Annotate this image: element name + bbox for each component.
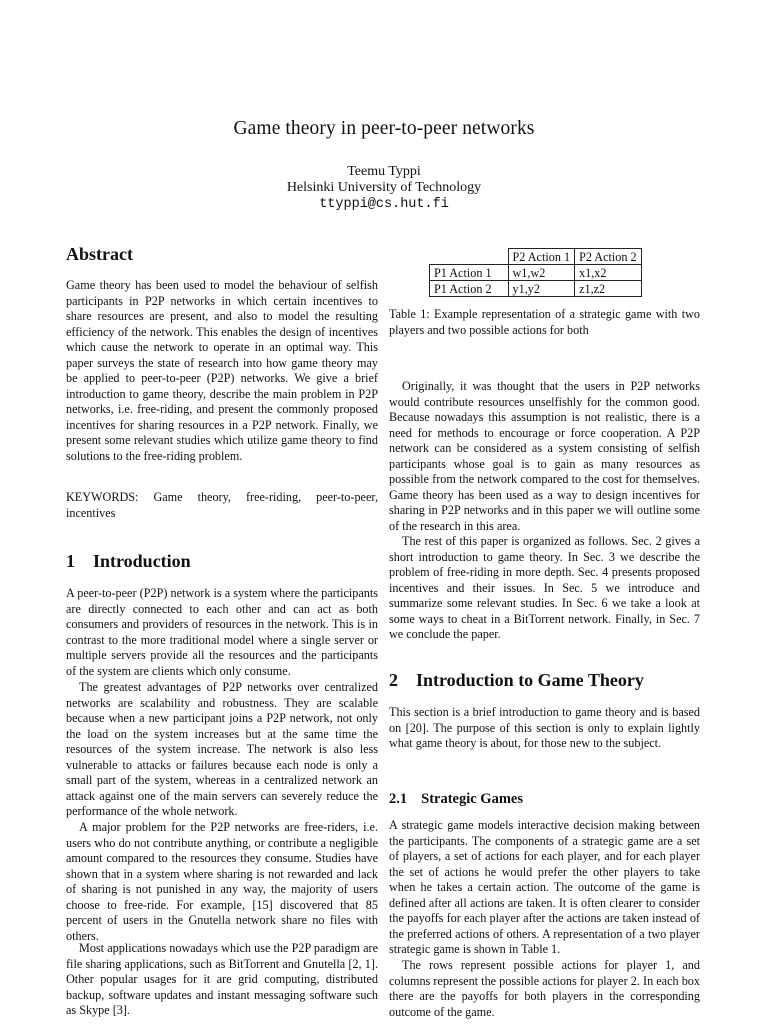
author-affiliation: Helsinki University of Technology bbox=[286, 180, 482, 195]
strategic-game-table bbox=[429, 248, 642, 297]
section-2-1-paragraph-1: A strategic game models interactive decision making between the participants. The components of a strategic game are a set of players, a set of actions for each player, and for each player the set of actions he would prefer the other players to take when he takes a certain action. The outcome of the game is defined after all actions are taken. It is often clearer to consider the payoffs for each player after the actions are taken instead of the preferred actions of others. A representation of a two player strategic game is shown in Table 1. bbox=[389, 818, 700, 957]
table-cell bbox=[430, 249, 509, 265]
section-2-1-title: Strategic Games bbox=[421, 791, 523, 807]
section-2-title: Introduction to Game Theory bbox=[416, 670, 644, 690]
intro-paragraph-3: A major problem for the P2P networks are free-riders, i.e. users who do not contribute anything, or contribute a negligible amount compared to the resources they consume. Studies have shown that in a system where sharing is not rewarded and lack of sharing is not punished in any way, the majority of users choose to free-ride. For example, [15] discovered that 85 percent of users in the Gnutella network share no files with others. bbox=[66, 820, 378, 943]
section-1-heading bbox=[66, 551, 191, 572]
table-cell: P2 Action 2 bbox=[575, 249, 642, 265]
table-cell: y1,y2 bbox=[508, 281, 575, 297]
right-paragraph-1: Originally, it was thought that the users in P2P networks would contribute resources unselfishly for the common good. Because nowadays this assumption is not realistic, there is a need for methods to encourage or force cooperation. A P2P network can be considered as a system consisting of selfish participants whose goal is to gain as many resources as possible from the network compared to the cost for themselves. Game theory has been used as a way to design incentives for sharing in P2P networks and in this paper we will outline some of the research in this area. bbox=[389, 379, 700, 533]
right-paragraph-2: The rest of this paper is organized as follows. Sec. 2 gives a short introduction to game theory. In Sec. 3 we describe the problem of free-riding in more depth. Sec. 4 presents proposed incentives and their issues. In Sec. 5 we introduce and summarize some relevant studies. In Sec. 6 we take a look at some ways to cheat in a BitTorrent network. Finally, in Sec. 7 we conclude the paper. bbox=[389, 534, 700, 642]
section-2-number: 2 bbox=[389, 670, 398, 690]
intro-paragraph-4: Most applications nowadays which use the P2P paradigm are file sharing applications, such as BitTorrent and Gnutella [2, 1]. Other popular usages for it are grid computing, distributed backup, software updates and instant messaging software such as Skype [3]. bbox=[66, 941, 378, 1018]
table-cell: x1,x2 bbox=[575, 265, 642, 281]
table-cell: z1,z2 bbox=[575, 281, 642, 297]
table-cell: P1 Action 1 bbox=[430, 265, 509, 281]
section-2-1-heading bbox=[389, 791, 523, 808]
author-name: Teemu Typpi bbox=[347, 164, 421, 179]
abstract-heading: Abstract bbox=[66, 244, 133, 264]
table-row bbox=[430, 249, 642, 265]
table-cell: P1 Action 2 bbox=[430, 281, 509, 297]
section-1-number: 1 bbox=[66, 551, 75, 571]
table-row bbox=[430, 265, 642, 281]
section-2-paragraph: This section is a brief introduction to game theory and is based on [20]. The purpose of this section is only to explain lightly what game theory is about, for those new to the subject. bbox=[389, 705, 700, 751]
abstract-body: Game theory has been used to model the behaviour of selfish participants in P2P networks in which certain incentives to share resources are present, and also to model the resulting efficiency of the network. This enables the design of incentives which cause the network to operate in an optimal way. This paper surveys the state of research into how game theory may be applied to peer-to-peer (P2P) networks. We give a brief introduction to game theory, describe the main problem in P2P networks, i.e. free-riding, and present the commonly proposed incentives for sharing resources in a P2P network. Finally, we present some relevant studies which utilize game theory to find solutions to the free-riding problem. bbox=[66, 278, 378, 464]
table-cell: P2 Action 1 bbox=[508, 249, 575, 265]
table-cell: w1,w2 bbox=[508, 265, 575, 281]
section-2-1-paragraph-2: The rows represent possible actions for player 1, and columns represent the possible actions for player 2. In each box there are the payoffs for both players in the corresponding outcome of the game. bbox=[389, 958, 700, 1019]
table-1-caption: Table 1: Example representation of a strategic game with two players and two possible actions for both bbox=[389, 307, 700, 337]
intro-paragraph-2: The greatest advantages of P2P networks over centralized networks are scalability and robustness. They are scalable because when a new participant joins a P2P network, not only the load on the system increases but at the same time the resources of the system increase. The network is also less vulnerable to attacks or failures because each node is only a small part of the system, whereas in a centralized network an attack against one of the main servers can severely reduce the performance of the whole network. bbox=[66, 680, 378, 819]
keywords: KEYWORDS: Game theory, free-riding, peer-to-peer, incentives bbox=[66, 490, 378, 520]
author-email: ttyppi@cs.hut.fi bbox=[319, 197, 449, 212]
section-1-title: Introduction bbox=[93, 551, 191, 571]
table-row bbox=[430, 281, 642, 297]
section-2-heading bbox=[389, 670, 644, 691]
intro-paragraph-1: A peer-to-peer (P2P) network is a system where the participants are directly connected to each other and can act as both consumers and providers of resources in the network. This is in contrast to the more traditional model where a single server or multiple servers provide all the resources and the participants of the system are clients which only consume. bbox=[66, 586, 378, 678]
paper-title: Game theory in peer-to-peer networks bbox=[233, 118, 535, 139]
section-2-1-number: 2.1 bbox=[389, 791, 408, 807]
